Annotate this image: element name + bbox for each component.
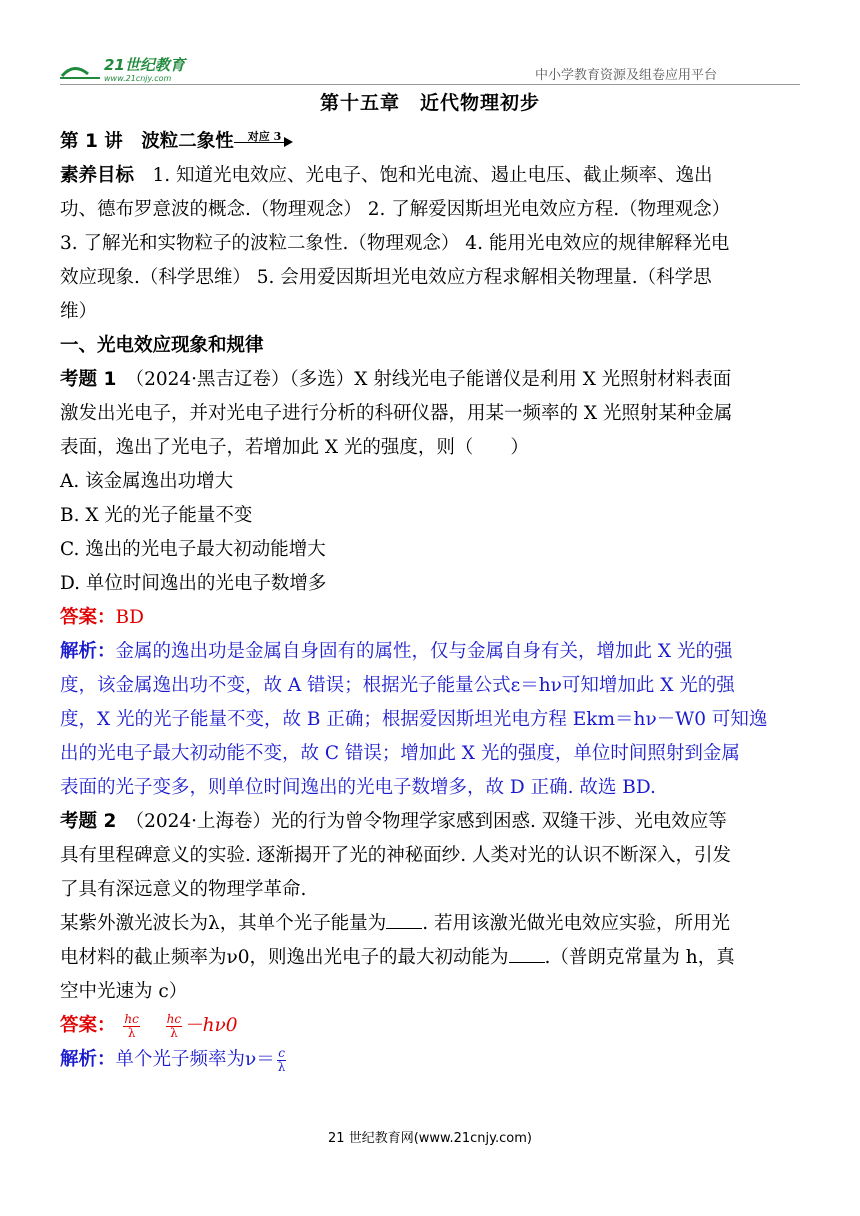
site-logo[interactable] bbox=[60, 54, 220, 84]
goals-text: 1. 知道光电效应、光电子、饱和光电流、遏止电压、截止频率、逸出 bbox=[134, 165, 713, 186]
analysis-line bbox=[60, 635, 800, 669]
goals-line: 3. 了解光和实物粒子的波粒二象性.（物理观念） 4. 能用光电效应的规律解释光电 bbox=[60, 233, 730, 254]
goals-line: 效应现象.（科学思维） 5. 会用爱因斯坦光电效应方程求解相关物理量.（科学思 bbox=[60, 267, 712, 288]
question-2-answer bbox=[60, 1009, 800, 1043]
goals-line: 功、德布罗意波的概念.（物理观念） 2. 了解爱因斯坦光电效应方程.（物理观念） bbox=[60, 199, 731, 220]
prompt-text: 电材料的截止频率为ν0，则逸出光电子的最大初动能为 bbox=[60, 947, 509, 968]
fraction-denominator: λ bbox=[127, 1025, 136, 1040]
answer-label: 答案： bbox=[60, 1015, 116, 1036]
goals-label: 素养目标 bbox=[60, 165, 135, 186]
fraction-c-over-lambda bbox=[277, 1047, 287, 1074]
analysis-label: 解析： bbox=[60, 641, 116, 662]
question-1-answer bbox=[60, 601, 800, 635]
logo-icon bbox=[60, 54, 220, 84]
svg-text:21世纪教育: 21世纪教育 bbox=[104, 56, 185, 74]
prompt-text: .（普朗克常量为 h，真 bbox=[544, 947, 735, 968]
analysis-line: 度，X 光的光子能量不变，故 B 正确；根据爱因斯坦光电方程 Ekm＝hν－W0 可知逸 bbox=[60, 709, 768, 730]
answer-blank-1 bbox=[386, 910, 422, 929]
question-1-line: 表面，逸出了光电子，若增加此 X 光的强度，则（ ） bbox=[60, 437, 529, 458]
header-divider bbox=[60, 84, 800, 85]
fraction-hc-over-lambda bbox=[123, 1013, 139, 1040]
answer-label: 答案： bbox=[60, 607, 116, 628]
question-2-line bbox=[60, 805, 800, 839]
analysis-line: 度，该金属逸出功不变，故 A 错误；根据光子能量公式ε＝hν可知增加此 X 光的强 bbox=[60, 675, 735, 696]
prompt-text: 某紫外激光波长为λ，其单个光子能量为 bbox=[60, 913, 387, 934]
arrow-head-icon bbox=[284, 137, 293, 147]
analysis-line: 出的光电子最大初动能不变，故 C 错误；增加此 X 光的强度，单位时间照射到金属 bbox=[60, 743, 740, 764]
answer-blank-2 bbox=[509, 944, 545, 963]
answer-value: BD bbox=[115, 607, 144, 628]
question-2-line: 具有里程碑意义的实验. 逐渐揭开了光的神秘面纱. 人类对光的认识不断深入，引发 bbox=[60, 845, 732, 866]
option-d: D. 单位时间逸出的光电子数增多 bbox=[60, 573, 327, 594]
fraction-hc-over-lambda bbox=[166, 1013, 182, 1040]
fraction-denominator: λ bbox=[170, 1025, 178, 1040]
lecture-heading bbox=[60, 125, 800, 159]
fraction-numerator: hc bbox=[166, 1011, 182, 1026]
analysis-line: 表面的光子变多，则单位时间逸出的光电子数增多，故 D 正确. 故选 BD. bbox=[60, 777, 656, 798]
svg-text:www.21cnjy.com: www.21cnjy.com bbox=[104, 74, 172, 83]
option-a: A. 该金属逸出功增大 bbox=[60, 471, 234, 492]
reference-arrow-label: 对应 3 bbox=[247, 130, 282, 143]
question-2-analysis bbox=[60, 1043, 800, 1077]
question-1-text: （2024·黑吉辽卷）（多选）X 射线光电子能谱仪是利用 X 光照射材料表面 bbox=[116, 369, 732, 390]
page-footer: 21 世纪教育网(www.21cnjy.com) bbox=[328, 1131, 532, 1146]
answer-tail: －hν0 bbox=[184, 1015, 238, 1036]
fraction-numerator: c bbox=[278, 1045, 285, 1060]
platform-text: 中小学教育资源及组卷应用平台 bbox=[535, 68, 718, 83]
question-2-label: 考题 2 bbox=[60, 811, 117, 832]
goals-line bbox=[60, 159, 800, 193]
section-heading: 一、光电效应现象和规律 bbox=[60, 335, 264, 356]
question-2-prompt: 空中光速为 c） bbox=[60, 981, 188, 1002]
fraction-denominator: λ bbox=[277, 1059, 286, 1074]
analysis-text: 单个光子频率为ν＝ bbox=[115, 1049, 275, 1070]
question-1-label: 考题 1 bbox=[60, 369, 117, 390]
option-c: C. 逸出的光电子最大初动能增大 bbox=[60, 539, 326, 560]
question-2-text: （2024·上海卷）光的行为曾令物理学家感到困惑. 双缝干涉、光电效应等 bbox=[116, 811, 727, 832]
reference-arrow bbox=[234, 132, 296, 152]
question-2-prompt bbox=[60, 907, 800, 941]
chapter-title: 第十五章 近代物理初步 bbox=[319, 92, 540, 114]
goals-line: 维） bbox=[60, 301, 98, 322]
question-2-prompt bbox=[60, 941, 800, 975]
question-1-line: 激发出光电子，并对光电子进行分析的科研仪器，用某一频率的 X 光照射某种金属 bbox=[60, 403, 733, 424]
fraction-numerator: hc bbox=[124, 1011, 139, 1026]
lecture-title: 第 1 讲 波粒二象性 bbox=[60, 131, 234, 152]
analysis-label: 解析： bbox=[60, 1049, 116, 1070]
question-2-line: 了具有深远意义的物理学革命. bbox=[60, 879, 307, 900]
prompt-text: . 若用该激光做光电效应实验，所用光 bbox=[422, 913, 730, 934]
option-b: B. X 光的光子能量不变 bbox=[60, 505, 253, 526]
analysis-text: 金属的逸出功是金属自身固有的属性，仅与金属自身有关，增加此 X 光的强 bbox=[115, 641, 733, 662]
document-body bbox=[60, 125, 800, 1077]
arrow-line bbox=[234, 142, 288, 143]
question-1-line bbox=[60, 363, 800, 397]
